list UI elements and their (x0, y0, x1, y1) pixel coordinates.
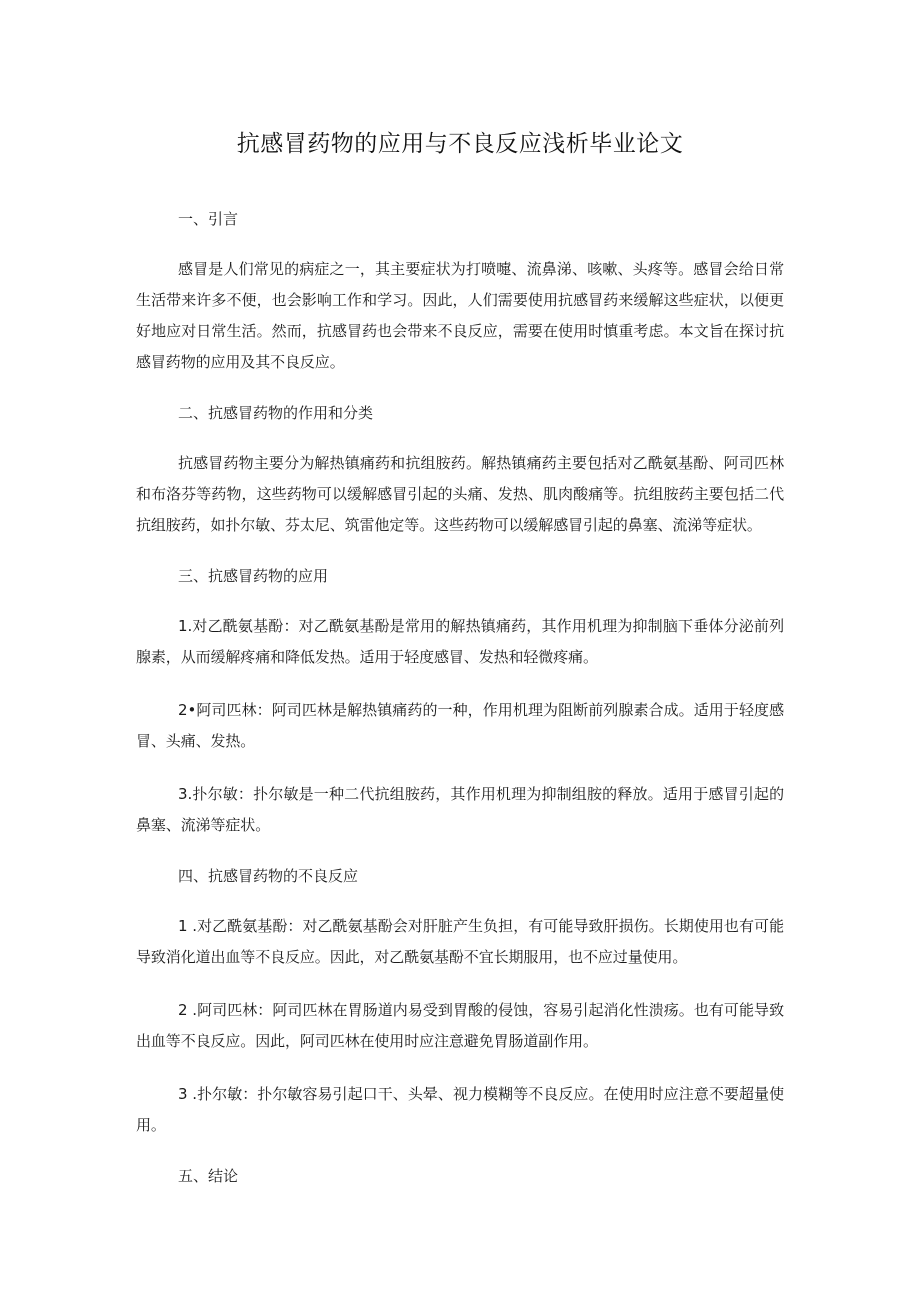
paragraph-introduction: 感冒是人们常见的病症之一，其主要症状为打喷嚏、流鼻涕、咳嗽、头疼等。感冒会给日常生活带来许多不便，也会影响工作和学习。因此，人们需要使用抗感冒药来缓解这些症状，以便更好地应对日常生活。然而，抗感冒药也会带来不良反应，需要在使用时慎重考虑。本文旨在探讨抗感冒药物的应用及其不良反应。 (136, 260, 784, 371)
section-heading-introduction: 一、引言 (178, 210, 239, 228)
paragraph-classification: 抗感冒药物主要分为解热镇痛药和抗组胺药。解热镇痛药主要包括对乙酰氨基酚、阿司匹林和布洛芬等药物，这些药物可以缓解感冒引起的头痛、发热、肌肉酸痛等。抗组胺药主要包括二代抗组胺药，如扑尔敏、芬太尼、筑雷他定等。这些药物可以缓解感冒引起的鼻塞、流涕等症状。 (136, 454, 784, 534)
document-title: 抗感冒药物的应用与不良反应浅析毕业论文 (236, 131, 684, 157)
section-heading-conclusion: 五、结论 (178, 1167, 239, 1185)
document-body (136, 206, 784, 1211)
section-heading-application: 三、抗感冒药物的应用 (178, 567, 329, 585)
paragraph-adverse-aspirin: 2 .阿司匹林：阿司匹林在胃肠道内易受到胃酸的侵蚀，容易引起消化性溃疡。也有可能导致出血等不良反应。因此，阿司匹林在使用时应注意避免胃肠道副作用。 (136, 1001, 784, 1050)
section-heading-classification: 二、抗感冒药物的作用和分类 (178, 404, 374, 422)
paragraph-adverse-acetaminophen: 1 .对乙酰氨基酚：对乙酰氨基酚会对肝脏产生负担，有可能导致肝损伤。长期使用也有可能导致消化道出血等不良反应。因此，对乙酰氨基酚不宜长期服用，也不应过量使用。 (136, 917, 784, 966)
paragraph-application-chlorphenamine: 3.扑尔敏：扑尔敏是一种二代抗组胺药，其作用机理为抑制组胺的释放。适用于感冒引起的鼻塞、流涕等症状。 (136, 785, 784, 834)
paragraph-adverse-chlorphenamine: 3 .扑尔敏：扑尔敏容易引起口干、头晕、视力模糊等不良反应。在使用时应注意不要超量使用。 (136, 1085, 784, 1134)
paragraph-application-aspirin: 2•阿司匹林：阿司匹林是解热镇痛药的一种，作用机理为阻断前列腺素合成。适用于轻度感冒、头痛、发热。 (136, 701, 784, 750)
section-heading-adverse-reactions: 四、抗感冒药物的不良反应 (178, 867, 359, 885)
paragraph-application-acetaminophen: 1.对乙酰氨基酚：对乙酰氨基酚是常用的解热镇痛药，其作用机理为抑制脑下垂体分泌前列腺素，从而缓解疼痛和降低发热。适用于轻度感冒、发热和轻微疼痛。 (136, 617, 784, 666)
